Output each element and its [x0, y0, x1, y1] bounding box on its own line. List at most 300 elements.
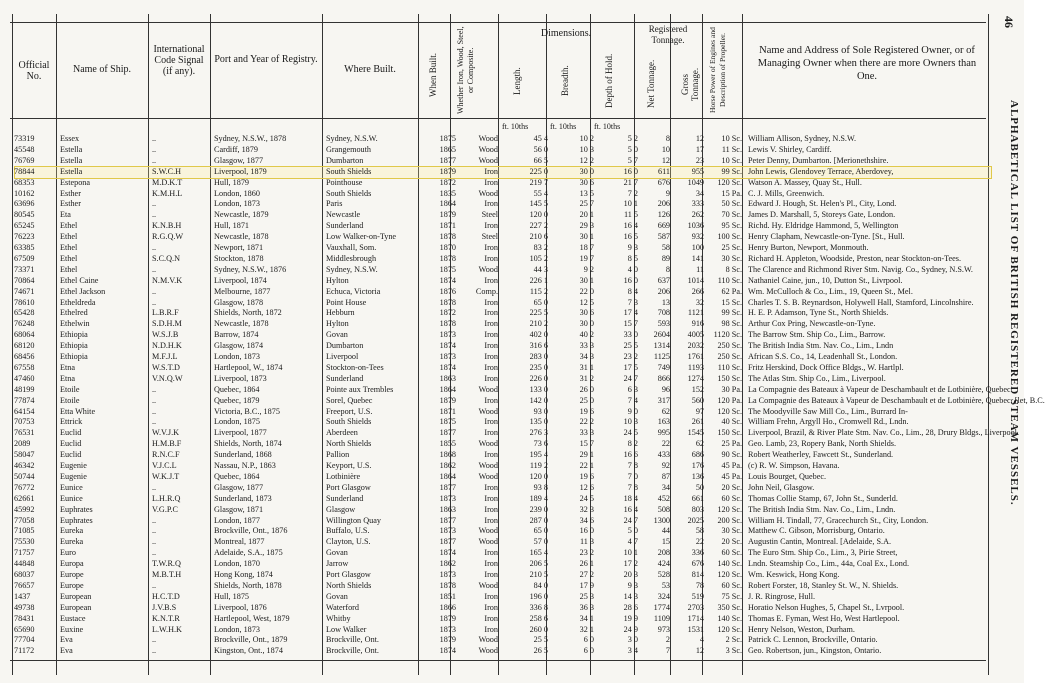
cell-breadth: 29 3: [579, 221, 594, 231]
cell-material: Iron: [484, 515, 498, 525]
cell-net-tonnage: 9: [665, 188, 670, 198]
cell-where-built: Port Glasgow: [326, 570, 371, 579]
col-rule: [148, 14, 149, 675]
cell-where-built: North Shields: [326, 580, 372, 590]
cell-owner: Liverpool, Brazil, & River Plate Stm. Nav. Co., Lim., 28, Drury Bldgs., Liverpool.: [748, 428, 1019, 438]
cell-depth: 4 0: [627, 264, 638, 274]
cell-official-no: 78844: [14, 166, 35, 176]
cell-port-year: Hartlepool, W., 1874: [214, 362, 283, 372]
cell-horse-power: 150 Sc.: [717, 373, 742, 383]
cell-ship-name: Eunice: [60, 493, 83, 503]
cell-where-built: Willington Quay: [326, 515, 381, 525]
cell-signal: V.N.Q.W: [152, 373, 183, 383]
cell-where-built: Glasgow: [326, 504, 356, 514]
cell-port-year: Cardiff, 1879: [214, 144, 258, 154]
cell-breadth: 16 0: [579, 526, 594, 536]
cell-signal: K.N.T.R: [152, 613, 180, 623]
cell-signal: ..: [152, 199, 157, 209]
cell-signal: ..: [152, 210, 157, 220]
cell-gross-tonnage: 17: [695, 144, 704, 154]
cell-when-built: 1873: [439, 493, 456, 503]
cell-material: Iron: [484, 308, 498, 318]
cell-depth: 9 3: [627, 580, 638, 590]
cell-official-no: 71172: [14, 646, 35, 656]
cell-breadth: 30 0: [579, 166, 594, 176]
cell-when-built: 1875: [439, 264, 456, 274]
cell-net-tonnage: 1125: [653, 352, 670, 361]
cell-port-year: Hong Kong, 1874: [214, 570, 273, 579]
cell-when-built: 1877: [439, 428, 456, 438]
cell-ship-name: Ettrick: [60, 417, 83, 427]
cell-material: Wood: [478, 134, 498, 143]
cell-material: Iron: [484, 602, 498, 612]
cell-ship-name: Esther: [60, 188, 81, 198]
col-rule: [12, 14, 13, 675]
cell-depth: 16 4: [623, 504, 638, 514]
cell-breadth: 26 1: [579, 559, 594, 569]
cell-depth: 8 5: [627, 253, 638, 263]
cell-port-year: Melbourne, 1877: [214, 286, 271, 296]
cell-ship-name: Etheldreda: [60, 297, 96, 307]
cell-net-tonnage: 15: [661, 537, 670, 547]
cell-net-tonnage: 2: [665, 635, 670, 645]
cell-owner: William Allison, Sydney, N.S.W.: [748, 134, 857, 143]
cell-official-no: 68037: [14, 570, 35, 579]
header-material: Whether Iron, Wood, Steel, or Composite.: [456, 26, 475, 114]
cell-gross-tonnage: 916: [691, 319, 704, 329]
cell-depth: 6 3: [627, 384, 638, 394]
cell-horse-power: 60 Sc.: [721, 493, 742, 503]
cell-signal: N.M.V.K: [152, 275, 183, 285]
cell-horse-power: 120 Sc.: [717, 570, 742, 579]
cell-gross-tonnage: 932: [691, 232, 704, 242]
cell-material: Wood: [478, 264, 498, 274]
cell-ship-name: Esther: [60, 199, 81, 209]
header-depth: Depth of Hold.: [604, 53, 614, 109]
cell-when-built: 1864: [439, 384, 456, 394]
cell-gross-tonnage: 32: [695, 297, 704, 307]
cell-signal: S.W.C.H: [152, 166, 182, 176]
cell-gross-tonnage: 1121: [687, 308, 704, 318]
cell-when-built: 1866: [439, 602, 456, 612]
cell-length: 402 0: [529, 330, 548, 340]
cell-official-no: 70753: [14, 417, 35, 427]
cell-gross-tonnage: 152: [691, 384, 704, 394]
cell-material: Wood: [478, 384, 498, 394]
cell-official-no: 76248: [14, 319, 35, 329]
cell-official-no: 46342: [14, 461, 35, 470]
cell-length: 210 6: [529, 232, 548, 242]
cell-gross-tonnage: 333: [691, 199, 704, 209]
cell-length: 65 0: [533, 526, 548, 536]
cell-ship-name: Ethel: [60, 264, 78, 274]
cell-when-built: 1879: [439, 613, 456, 623]
cell-when-built: 1851: [439, 591, 456, 601]
cell-length: 283 0: [529, 352, 548, 361]
cell-owner: The Atlas Stm. Ship Co., Lim., Liverpool.: [748, 373, 886, 383]
unit-breadth: ft. 10ths: [550, 122, 577, 131]
cell-ship-name: Euclid: [60, 439, 82, 449]
cell-depth: 7 0: [627, 471, 638, 481]
cell-signal: H.M.B.F: [152, 439, 182, 449]
cell-gross-tonnage: 1545: [687, 428, 704, 438]
cell-horse-power: 50 Sc.: [721, 199, 742, 209]
cell-where-built: Buffalo, U.S.: [326, 526, 370, 536]
cell-breadth: 20 1: [579, 210, 594, 220]
cell-material: Iron: [484, 166, 498, 176]
cell-horse-power: 250 Sc.: [717, 341, 742, 351]
cell-signal: ..: [152, 384, 157, 394]
header-dimensions: Dimensions.: [540, 28, 592, 39]
cell-gross-tonnage: 686: [691, 450, 704, 460]
cell-owner: Henry Clapham, Newcastle-on-Tyne. [St., Hull.: [748, 232, 905, 242]
cell-when-built: 1864: [439, 471, 456, 481]
cell-gross-tonnage: 23: [695, 155, 704, 165]
cell-owner: Richard H. Appleton, Woodside, Preston, near Stockton-on-Tees.: [748, 253, 962, 263]
cell-owner: Lndn. Steamship Co., Lim., 44a, Coal Ex., Lond.: [748, 559, 910, 569]
cell-when-built: 1877: [439, 537, 456, 547]
cell-official-no: 71757: [14, 548, 35, 558]
cell-length: 195 4: [529, 450, 548, 460]
cell-net-tonnage: 669: [657, 221, 670, 231]
cell-horse-power: 20 Sc.: [721, 537, 742, 547]
cell-port-year: Quebec, 1864: [214, 384, 260, 394]
cell-net-tonnage: 324: [657, 591, 670, 601]
cell-length: 44 3: [533, 264, 548, 274]
cell-gross-tonnage: 12: [695, 134, 704, 143]
cell-official-no: 50744: [14, 471, 35, 481]
cell-where-built: Port Glasgow: [326, 482, 371, 492]
cell-official-no: 65245: [14, 221, 35, 231]
cell-gross-tonnage: 661: [691, 493, 704, 503]
cell-port-year: Quebec, 1879: [214, 395, 260, 405]
cell-where-built: Jarrow: [326, 559, 349, 569]
cell-owner: Louis Bourget, Quebec.: [748, 471, 827, 481]
cell-net-tonnage: 1109: [653, 613, 670, 623]
cell-net-tonnage: 676: [657, 177, 670, 187]
cell-depth: 8 2: [627, 439, 638, 449]
cell-where-built: South Shields: [326, 417, 372, 427]
cell-signal: ..: [152, 417, 157, 427]
cell-owner: Edward J. Hough, St. Helen's Pl., City, Lond.: [748, 199, 897, 209]
header-name: Name of Ship.: [72, 64, 132, 75]
cell-where-built: Sunderland: [326, 221, 364, 231]
cell-horse-power: 30 Sc.: [721, 253, 742, 263]
cell-horse-power: 350 Sc.: [717, 602, 742, 612]
cell-material: Wood: [478, 646, 498, 656]
cell-owner: La Compagnie des Bateaux à Vapeur de Deschambault et de Lotbinière, Quebec. [let, B.C.: [748, 395, 1045, 405]
cell-where-built: Keyport, U.S.: [326, 461, 372, 470]
cell-breadth: 30 6: [579, 177, 594, 187]
cell-depth: 16 5: [623, 232, 638, 242]
cell-where-built: Brockville, Ont.: [326, 635, 379, 645]
cell-horse-power: 98 Sc.: [721, 319, 742, 329]
cell-official-no: 63696: [14, 199, 35, 209]
cell-official-no: 2089: [14, 439, 31, 449]
cell-material: Iron: [484, 559, 498, 569]
cell-length: 145 5: [529, 199, 548, 209]
cell-where-built: Dumbarton: [326, 341, 364, 351]
cell-breadth: 34 3: [579, 352, 594, 361]
cell-where-built: South Shields: [326, 166, 372, 176]
cell-signal: N.D.H.K: [152, 341, 182, 351]
cell-length: 25 5: [533, 635, 548, 645]
cell-horse-power: 120 Sc.: [717, 406, 742, 416]
cell-signal: S.C.Q.N: [152, 253, 180, 263]
cell-material: Iron: [484, 199, 498, 209]
cell-horse-power: 120 Sc.: [717, 177, 742, 187]
cell-signal: ..: [152, 515, 157, 525]
cell-port-year: Glasgow, 1874: [214, 341, 264, 351]
cell-depth: 7 4: [627, 395, 638, 405]
cell-depth: 17 5: [623, 362, 638, 372]
cell-length: 189 4: [529, 493, 548, 503]
cell-official-no: 47460: [14, 373, 35, 383]
cell-ship-name: Etna: [60, 373, 76, 383]
cell-gross-tonnage: 4: [699, 635, 704, 645]
cell-length: 226 0: [529, 373, 548, 383]
cell-material: Iron: [484, 253, 498, 263]
cell-owner: C. J. Mills, Greenwich.: [748, 188, 825, 198]
col-rule: [498, 14, 499, 675]
cell-signal: L.B.R.F: [152, 308, 179, 318]
cell-official-no: 45992: [14, 504, 35, 514]
cell-depth: 9 3: [627, 243, 638, 252]
cell-net-tonnage: 2604: [653, 330, 670, 340]
cell-depth: 16 0: [623, 275, 638, 285]
header-owner: Name and Address of Sole Registered Owner, or of Managing Owner when there are more Owners than One.: [757, 45, 977, 82]
cell-breadth: 12 5: [579, 297, 594, 307]
cell-when-built: 1878: [439, 253, 456, 263]
cell-ship-name: European: [60, 602, 92, 612]
cell-where-built: Pointe aux Trembles: [326, 384, 394, 394]
cell-material: Iron: [484, 482, 498, 492]
cell-material: Iron: [484, 330, 498, 340]
cell-official-no: 63385: [14, 243, 35, 252]
cell-signal: ..: [152, 134, 157, 143]
cell-signal: J.V.B.S: [152, 602, 177, 612]
cell-owner: John Lewis, Glendovey Terrace, Aberdovey,: [748, 166, 894, 176]
cell-owner: Wm. McCulloch & Co., Lim., 19, Queen St., Mel.: [748, 286, 913, 296]
cell-length: 260 0: [529, 624, 548, 634]
cell-owner: The Barrow Stm. Ship Co., Lim., Barrow.: [748, 330, 886, 340]
cell-owner: Peter Denny, Dumbarton. [Merionethshire.: [748, 155, 889, 165]
cell-ship-name: Ethel Jackson: [60, 286, 106, 296]
cell-length: 84 0: [533, 580, 548, 590]
cell-signal: W.S.J.B: [152, 330, 179, 340]
cell-when-built: 1877: [439, 155, 456, 165]
cell-owner: Charles T. S. B. Reynardson, Holywell Hall, Stamford, Lincolnshire.: [748, 297, 974, 307]
cell-where-built: Hylton: [326, 319, 349, 329]
cell-breadth: 10 3: [579, 144, 594, 154]
side-title: ALPHABETICAL LIST OF BRITISH REGISTERED STEAM VESSELS.: [1008, 100, 1020, 506]
cell-owner: Robert Weatherley, Fawcett St., Sunderland.: [748, 450, 894, 460]
cell-ship-name: Europe: [60, 580, 84, 590]
cell-net-tonnage: 749: [657, 362, 670, 372]
cell-where-built: Newcastle: [326, 210, 361, 220]
cell-material: Iron: [484, 221, 498, 231]
cell-ship-name: Ethel Caine: [60, 275, 99, 285]
cell-owner: William H. Tindall, 77, Gracechurch St., City, London.: [748, 515, 929, 525]
cell-depth: 5 0: [627, 526, 638, 536]
cell-where-built: Clayton, U.S.: [326, 537, 371, 547]
cell-length: 219 7: [529, 177, 548, 187]
cell-horse-power: 25 Sc.: [721, 243, 742, 252]
cell-material: Iron: [484, 613, 498, 623]
page-number: 46: [1002, 16, 1016, 28]
cell-port-year: Adelaide, S.A., 1875: [214, 548, 283, 558]
cell-official-no: 65428: [14, 308, 35, 318]
cell-breadth: 19 7: [579, 253, 594, 263]
cell-breadth: 9 2: [583, 264, 594, 274]
cell-official-no: 78610: [14, 297, 35, 307]
cell-horse-power: 3 Sc.: [725, 646, 742, 656]
cell-where-built: Sydney, N.S.W.: [326, 264, 378, 274]
cell-port-year: Liverpool, 1876: [214, 602, 267, 612]
cell-length: 66 5: [533, 155, 548, 165]
header-bottom-rule: [10, 118, 986, 119]
cell-owner: Watson A. Massey, Quay St., Hull.: [748, 177, 862, 187]
cell-where-built: Govan: [326, 548, 348, 558]
cell-length: 196 0: [529, 591, 548, 601]
cell-ship-name: Etoile: [60, 395, 80, 405]
cell-when-built: 1873: [439, 526, 456, 536]
cell-port-year: Hull, 1871: [214, 221, 250, 231]
cell-where-built: Liverpool: [326, 352, 359, 361]
cell-net-tonnage: 92: [661, 461, 670, 470]
cell-gross-tonnage: 11: [696, 264, 704, 274]
cell-length: 210 2: [529, 319, 548, 329]
cell-gross-tonnage: 4005: [687, 330, 704, 340]
cell-breadth: 22 1: [579, 461, 594, 470]
cell-horse-power: 11 Sc.: [721, 144, 742, 154]
cell-owner: Matthew C. Gibson, Morrisburg, Ontario.: [748, 526, 885, 536]
cell-net-tonnage: 13: [661, 297, 670, 307]
cell-gross-tonnage: 1531: [687, 624, 704, 634]
cell-owner: Patrick C. Lennon, Brockville, Ontario.: [748, 635, 878, 645]
cell-breadth: 15 7: [579, 439, 594, 449]
cell-when-built: 1879: [439, 166, 456, 176]
cell-breadth: 10 2: [579, 134, 594, 143]
cell-breadth: 34 6: [579, 515, 594, 525]
cell-when-built: 1835: [439, 188, 456, 198]
cell-material: Iron: [484, 177, 498, 187]
cell-breadth: 34 1: [579, 613, 594, 623]
cell-depth: 4 7: [627, 537, 638, 547]
cell-when-built: 1874: [439, 362, 456, 372]
cell-when-built: 1863: [439, 373, 456, 383]
cell-when-built: 1879: [439, 395, 456, 405]
cell-net-tonnage: 89: [661, 253, 670, 263]
cell-owner: The Moodyville Saw Mill Co., Lim., Burrard In-: [748, 406, 908, 416]
cell-ship-name: Euphrates: [60, 504, 93, 514]
cell-port-year: Hull, 1879: [214, 177, 250, 187]
cell-when-built: 1872: [439, 177, 456, 187]
cell-official-no: 45548: [14, 144, 35, 154]
cell-material: Wood: [478, 580, 498, 590]
cell-breadth: 13 5: [579, 188, 594, 198]
cell-horse-power: 110 Sc.: [717, 362, 742, 372]
cell-ship-name: Etoile: [60, 384, 80, 394]
cell-gross-tonnage: 955: [691, 166, 704, 176]
cell-breadth: 12 6: [579, 482, 594, 492]
cell-horse-power: 1120 Sc.: [713, 330, 742, 340]
cell-length: 235 0: [529, 362, 548, 372]
cell-official-no: 73319: [14, 134, 35, 143]
cell-signal: ..: [152, 297, 157, 307]
cell-horse-power: 10 Sc.: [721, 155, 742, 165]
cell-material: Wood: [478, 439, 498, 449]
cell-depth: 17 4: [623, 308, 638, 318]
cell-when-built: 1878: [439, 319, 456, 329]
cell-material: Iron: [484, 373, 498, 383]
cell-horse-power: 99 Sc.: [721, 166, 742, 176]
cell-horse-power: 75 Sc.: [721, 591, 742, 601]
cell-length: 258 6: [529, 613, 548, 623]
cell-signal: W.V.J.K: [152, 428, 180, 438]
cell-owner: Thomas E. Fyman, West Ho, West Hartlepool.: [748, 613, 900, 623]
cell-ship-name: Eugenie: [60, 461, 87, 470]
cell-ship-name: Essex: [60, 134, 80, 143]
cell-official-no: 58047: [14, 450, 35, 460]
cell-where-built: Lotbinière: [326, 471, 361, 481]
cell-port-year: Glasgow, 1871: [214, 504, 264, 514]
cell-horse-power: 90 Sc.: [721, 450, 742, 460]
cell-breadth: 30 0: [579, 319, 594, 329]
cell-length: 55 4: [533, 188, 548, 198]
cell-official-no: 74671: [14, 286, 35, 296]
cell-length: 227 2: [529, 221, 548, 231]
cell-ship-name: Ethel: [60, 253, 78, 263]
cell-depth: 21 7: [623, 177, 638, 187]
cell-where-built: Pallion: [326, 450, 350, 460]
cell-depth: 16 0: [623, 166, 638, 176]
cell-official-no: 80545: [14, 210, 35, 220]
cell-when-built: 1875: [439, 417, 456, 427]
cell-when-built: 1862: [439, 559, 456, 569]
cell-length: 115 2: [529, 286, 548, 296]
cell-signal: ..: [152, 482, 157, 492]
cell-depth: 24 7: [623, 373, 638, 383]
cell-official-no: 77704: [14, 635, 35, 645]
cell-where-built: North Shields: [326, 439, 372, 449]
cell-when-built: 1877: [439, 482, 456, 492]
cell-breadth: 12 2: [579, 155, 594, 165]
cell-signal: ..: [152, 155, 157, 165]
cell-length: 133 0: [529, 384, 548, 394]
cell-signal: R.N.C.F: [152, 450, 180, 460]
cell-signal: ..: [152, 395, 157, 405]
cell-ship-name: Eunice: [60, 482, 83, 492]
cell-port-year: Liverpool, 1879: [214, 166, 267, 176]
cell-material: Wood: [478, 406, 498, 416]
unit-depth: ft. 10ths: [594, 122, 621, 131]
cell-signal: M.F.J.L: [152, 352, 178, 361]
cell-net-tonnage: 708: [657, 308, 670, 318]
cell-ship-name: Etta White: [60, 406, 96, 416]
cell-official-no: 64154: [14, 406, 35, 416]
cell-ship-name: Estella: [60, 166, 83, 176]
cell-where-built: Brockville, Ont.: [326, 646, 379, 656]
cell-net-tonnage: 126: [657, 210, 670, 220]
cell-material: Comp.: [475, 286, 498, 296]
cell-port-year: Liverpool, 1874: [214, 275, 267, 285]
cell-signal: V.G.P.C: [152, 504, 179, 514]
cell-where-built: Aberdeen: [326, 428, 358, 438]
header-when-built: When Built.: [428, 53, 438, 97]
cell-ship-name: Euxine: [60, 624, 84, 634]
header-signal: International Code Signal (if any).: [153, 44, 205, 77]
